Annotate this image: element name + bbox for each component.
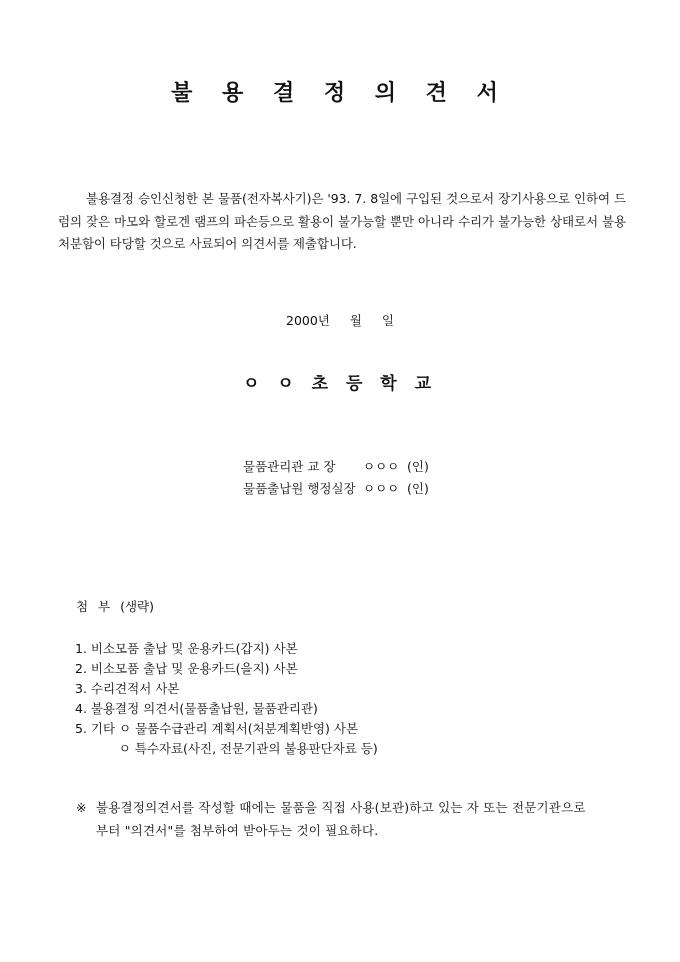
attachment-item: 3. 수리견적서 사본 <box>75 681 180 696</box>
signature-name: ㅇㅇㅇ <box>363 481 400 496</box>
document-date: 2000년 월 일 <box>286 313 394 328</box>
attachment-item: 4. 불용결정 의견서(물품출납원, 물품관리관) <box>75 701 318 716</box>
signature-line-manager <box>243 457 429 475</box>
attachment-item: 2. 비소모품 출납 및 운용카드(을지) 사본 <box>75 661 298 676</box>
attachment-item: ㅇ 특수자료(사진, 전문기관의 불용판단자료 등) <box>75 741 378 756</box>
footnote-line: 부터 "의견서"를 첨부하여 받아두는 것이 필요하다. <box>96 823 379 838</box>
opinion-body-text: 불용결정 승인신청한 본 물품(전자복사기)은 '93. 7. 8일에 구입된 것으로서 장기사용으로 인하여 드럼의 잦은 마모와 할로겐 램프의 파손등으로 활용이 불가능할 뿐만 아니라 수리가 불가능한 상태로서 불용처분함이 타당할 것으로 사료되어 의견서를 제출합니다. <box>58 191 626 251</box>
signature-role: 물품관리관 교 장 <box>243 459 336 474</box>
signature-role: 물품출납원 행정실장 <box>243 481 356 496</box>
school-name: ㅇ ㅇ 초 등 학 교 <box>242 374 438 394</box>
document-title: 불 용 결 정 의 견 서 <box>171 80 509 106</box>
reference-mark-icon: ※ <box>76 800 87 815</box>
attachments-heading: 첨 부 (생략) <box>76 599 155 614</box>
signature-seal: (인) <box>407 459 429 474</box>
signature-line-clerk <box>243 479 429 497</box>
footnote-line: 불용결정의견서를 작성할 때에는 물품을 직접 사용(보관)하고 있는 자 또는 전문기관으로 <box>96 800 586 815</box>
footnote <box>76 796 636 842</box>
signature-name: ㅇㅇㅇ <box>363 459 400 474</box>
signature-seal: (인) <box>407 481 429 496</box>
attachment-item: 1. 비소모품 출납 및 운용카드(갑지) 사본 <box>75 641 298 656</box>
attachment-item: 5. 기타 ㅇ 물품수급관리 계획서(처분계획반영) 사본 <box>75 721 359 736</box>
